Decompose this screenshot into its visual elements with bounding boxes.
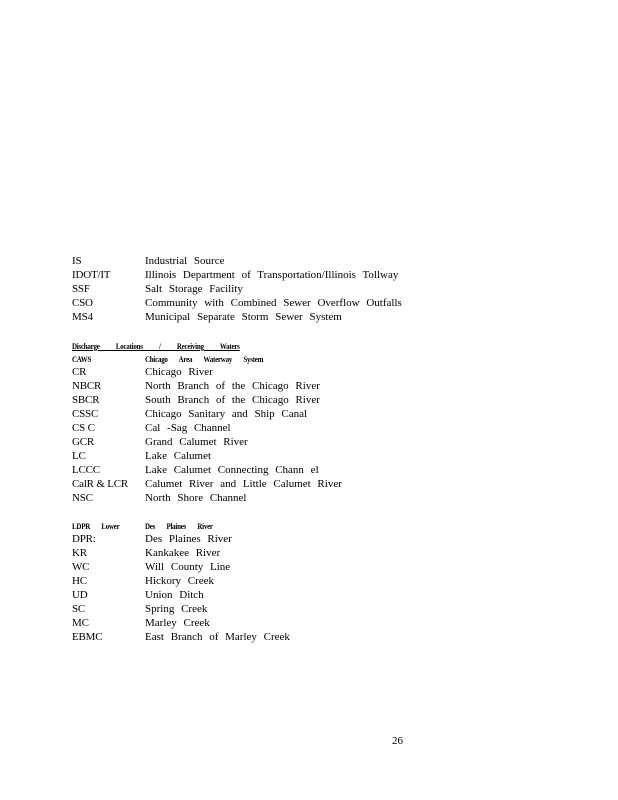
- definition: Industrial Source: [145, 255, 225, 267]
- definition: North Branch of the Chicago River: [145, 380, 320, 392]
- definition: Lake Calumet: [145, 450, 212, 462]
- abbreviation: GCR: [72, 436, 95, 448]
- definition: North Shore Channel: [145, 492, 247, 504]
- definition: Salt Storage Facility: [145, 283, 243, 295]
- abbreviation: CS C: [72, 422, 95, 434]
- abbreviation: EBMC: [72, 631, 103, 643]
- abbreviation: CalR & LCR: [72, 478, 129, 490]
- definition: Calumet River and Little Calumet River: [145, 478, 342, 490]
- abbreviation: NSC: [72, 492, 93, 504]
- abbreviation: KR: [72, 547, 87, 559]
- definition: Hickory Creek: [145, 575, 215, 587]
- abbreviation: WC: [72, 561, 90, 573]
- definition: Kankakee River: [145, 547, 221, 559]
- caws-label: CAWS: [72, 354, 92, 364]
- abbreviation: CSO: [72, 297, 93, 309]
- definition: Union Ditch: [145, 589, 204, 601]
- definition: Des Plaines River: [145, 533, 232, 545]
- definition: Will County Line: [145, 561, 231, 573]
- definition: Chicago Sanitary and Ship Canal: [145, 408, 308, 420]
- page-number: 26: [392, 735, 403, 747]
- abbreviation: HC: [72, 575, 87, 587]
- definition: Lake Calumet Connecting Chann el: [145, 464, 319, 476]
- abbreviation: MC: [72, 617, 89, 629]
- definition: Illinois Department of Transportation/Illinois Tollway: [145, 269, 399, 281]
- definition: Municipal Separate Storm Sewer System: [145, 311, 342, 323]
- definition: Spring Creek: [145, 603, 208, 615]
- abbreviation: IDOT/IT: [72, 269, 111, 281]
- definition: South Branch of the Chicago River: [145, 394, 320, 406]
- definition: East Branch of Marley Creek: [145, 631, 290, 643]
- definition: Chicago River: [145, 366, 213, 378]
- abbreviation: SBCR: [72, 394, 100, 406]
- abbreviation: NBCR: [72, 380, 102, 392]
- abbreviation: MS4: [72, 311, 93, 323]
- caws-title: Chicago Area Waterway System: [145, 354, 264, 364]
- abbreviation: SC: [72, 603, 86, 615]
- abbreviation: DPR:: [72, 533, 96, 545]
- section-heading: Discharge Locations / Receiving Waters: [72, 341, 240, 351]
- definition: Marley Creek: [145, 617, 210, 629]
- abbreviation: CR: [72, 366, 87, 378]
- definition: Cal -Sag Channel: [145, 422, 231, 434]
- definition: Grand Calumet River: [145, 436, 248, 448]
- ldpr-title: Des Plaines River: [145, 521, 213, 531]
- abbreviation: LC: [72, 450, 86, 462]
- abbreviation: UD: [72, 589, 88, 601]
- abbreviation: IS: [72, 255, 82, 267]
- abbreviation: SSF: [72, 283, 90, 295]
- abbreviation: CSSC: [72, 408, 99, 420]
- ldpr-label: LDPR Lower: [72, 521, 120, 531]
- abbreviation: LCCC: [72, 464, 100, 476]
- definition: Community with Combined Sewer Overflow Outfalls: [145, 297, 402, 309]
